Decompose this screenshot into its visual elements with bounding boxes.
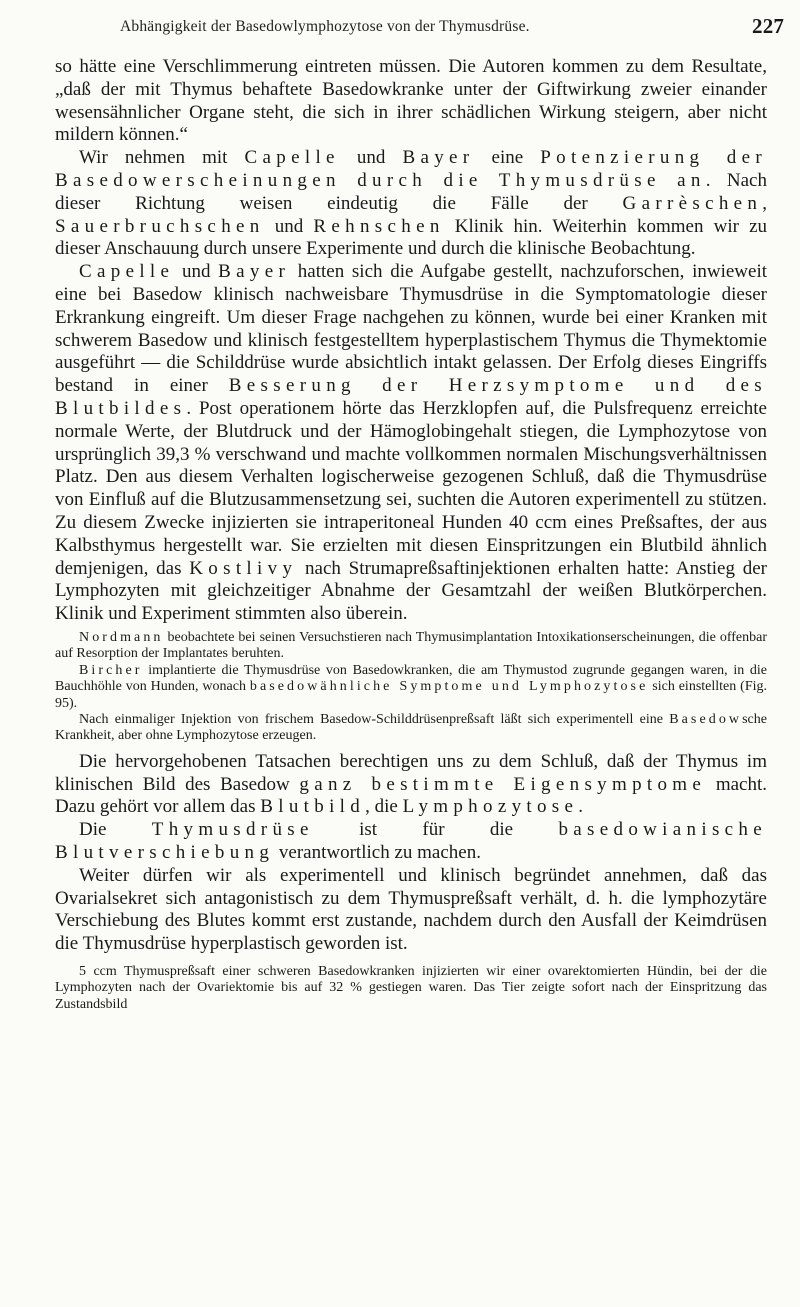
spaced-emphasis: Besserung der Herzsymptome und des Blutbildes	[55, 375, 767, 419]
text-run: Die hervorgehobenen Tatsachen berechtigen uns zu dem Schluß, daß der Thymus im klinischen Bild des Basedow	[55, 750, 767, 795]
paragraph	[55, 147, 767, 261]
spaced-emphasis: Lymphozytose	[402, 796, 579, 818]
spaced-emphasis: Bircher	[79, 662, 143, 678]
text-run: macht. Dazu gehört vor allem das	[55, 773, 767, 818]
text-run: hatten sich die Aufgabe gestellt, nachzuforschen, inwieweit eine bei Basedow klinisch nachweisbare Thymusdrüse in die Symptomatologie dieser Erkrankung eingreift. Um dieser Frage nachgehen zu können, wurde bei einer Kranken mit schwerem Basedow und klinisch festgestelltem hyperplastischem Thymus die Thymektomie ausgeführt — die Schilddrüse wurde absichtlich intakt gelassen. Der Erfolg dieses Eingriffs bestand in einer	[55, 261, 768, 397]
text-run: . Post operationem hörte das Herzklopfen auf, die Pulsfrequenz erreichte normale Werte, der Blutdruck und der Hämoglobingehalt stiegen, die Lymphozytose von ursprünglich 39,3 % verschwand und machte vollkommen normalen Mischungsverhältnissen Platz. Den aus diesem Verhalten logischerweise gezogenen Schluß, daß die Thymusdrüse von Einfluß auf die Blutzusammensetzung sei, suchten die Autoren experimentell zu stützen. Zu diesem Zwecke injizierten sie intraperitoneal Hunden 40 ccm eines Preßsaftes, der aus Kalbsthymus hergestellt war. Sie erzielten mit diesen Einspritzungen ein Blutbild ähnlich demjenigen, das	[55, 397, 767, 579]
small-paragraph	[55, 964, 767, 1013]
spaced-emphasis: Capelle	[244, 147, 340, 169]
text-run: sche Krankheit, aber ohne Lymphozytose erzeugen.	[55, 711, 767, 744]
spaced-emphasis: Kostlivy	[189, 557, 298, 579]
paragraph	[55, 56, 767, 147]
paragraph	[55, 865, 767, 956]
spaced-emphasis: Basedow	[669, 711, 743, 727]
text-run: sich einstellten (Fig. 95).	[55, 679, 767, 711]
text-run: Nach dieser Richtung weisen eindeutig die Fälle der	[55, 169, 767, 214]
spaced-emphasis: ganz bestimmte Eigensymptome	[299, 773, 707, 795]
text-run: ist für die	[313, 819, 559, 841]
text-run: nach Strumapreßsaftinjektionen erhalten hatte: Anstieg der Lymphozyten mit gleichzeitiger Abnahme der Gesamtzahl der weißen Blutkörperchen. Klinik und Experiment stimmten also überein.	[55, 557, 767, 625]
text-run: Weiter dürfen wir als experimentell und klinisch begründet annehmen, daß das Ovarialsekret sich antagonistisch zu dem Thymuspreßsaft verhält, d. h. die lymphozytäre Verschiebung des Blutes kommt erst zustande, nachdem durch den Ausfall der Keimdrüsen die Thymusdrüse hyperplastisch geworden ist.	[55, 864, 767, 955]
page-header	[0, 14, 800, 40]
text-run: verantwortlich zu machen.	[274, 841, 481, 863]
text-run: und	[264, 215, 314, 237]
paragraph	[55, 261, 767, 626]
spaced-emphasis: Garrèschen	[622, 192, 763, 214]
text-run: Wir nehmen mit	[79, 147, 245, 169]
spaced-emphasis: Sauerbruchschen	[55, 215, 265, 237]
small-paragraph	[55, 630, 767, 663]
spaced-emphasis: basedowähnliche Symptome und Lymphozytose	[249, 679, 649, 695]
text-run: implantierte die Thymusdrüse von Basedowkranken, die am Thymustod zugrunde gegangen waren, in die Bauchhöhle von Hunden, wonach	[55, 662, 767, 695]
paragraph	[55, 751, 767, 819]
spaced-emphasis: Thymusdrüse	[151, 819, 314, 841]
small-paragraph	[55, 712, 767, 745]
page-number: 227	[752, 14, 785, 38]
text-run: Die	[79, 819, 152, 841]
text-run: , die	[365, 796, 403, 818]
spaced-emphasis: Blutbild	[260, 796, 366, 818]
small-paragraph	[55, 663, 767, 712]
paragraph	[55, 819, 767, 865]
text-run: 5 ccm Thymuspreßsaft einer schweren Basedowkranken injizierten wir einer ovarektomierten Hündin, bei der die Lymphozyten nach der Ovariektomie bis auf 32 % gestiegen waren. Das Tier zeigte sofort nach der Einspritzung das Zustandsbild	[55, 963, 767, 1012]
text-run: .	[578, 796, 584, 818]
spaced-emphasis: Capelle	[79, 261, 175, 283]
spaced-emphasis: Rehnschen	[313, 215, 445, 237]
spaced-emphasis: Nordmann	[79, 629, 164, 645]
spaced-emphasis: Bayer	[218, 261, 291, 283]
text-run: Nach einmaliger Injektion von frischem Basedow-Schilddrüsenpreßsaft läßt sich experimentell eine	[79, 711, 670, 727]
text-run: und	[174, 261, 219, 283]
body-text	[55, 56, 767, 1013]
text-run: beobachtete bei seinen Versuchstieren nach Thymusimplantation Intoxikationserscheinungen, die offenbar auf Resorption der Implantates beruhten.	[55, 629, 767, 662]
running-title: Abhängigkeit der Basedowlymphozytose von der Thymusdrüse.	[120, 18, 530, 35]
text-run: und	[339, 147, 403, 169]
spaced-emphasis: basedowianische Blutverschiebung	[55, 819, 767, 863]
text-run: eine	[474, 147, 541, 169]
spaced-emphasis: Bayer	[402, 147, 475, 169]
text-run: so hätte eine Verschlimmerung eintreten müssen. Die Autoren kommen zu dem Resultate, „daß der mit Thymus behaftete Basedowkranke unter der Giftwirkung zweier einander wesensähnlicher Organe steht, die sich in ihrer schädlichen Wirkung steigern, aber nicht mildern können.“	[55, 56, 767, 146]
text-run: Klinik hin. Weiterhin kommen wir zu dieser Anschauung durch unsere Experimente und durch die klinische Beobachtung.	[55, 215, 768, 260]
text-run: ,	[762, 192, 767, 214]
spaced-emphasis: Potenzierung der Basedowerscheinungen durch die Thymusdrüse an.	[55, 147, 767, 191]
